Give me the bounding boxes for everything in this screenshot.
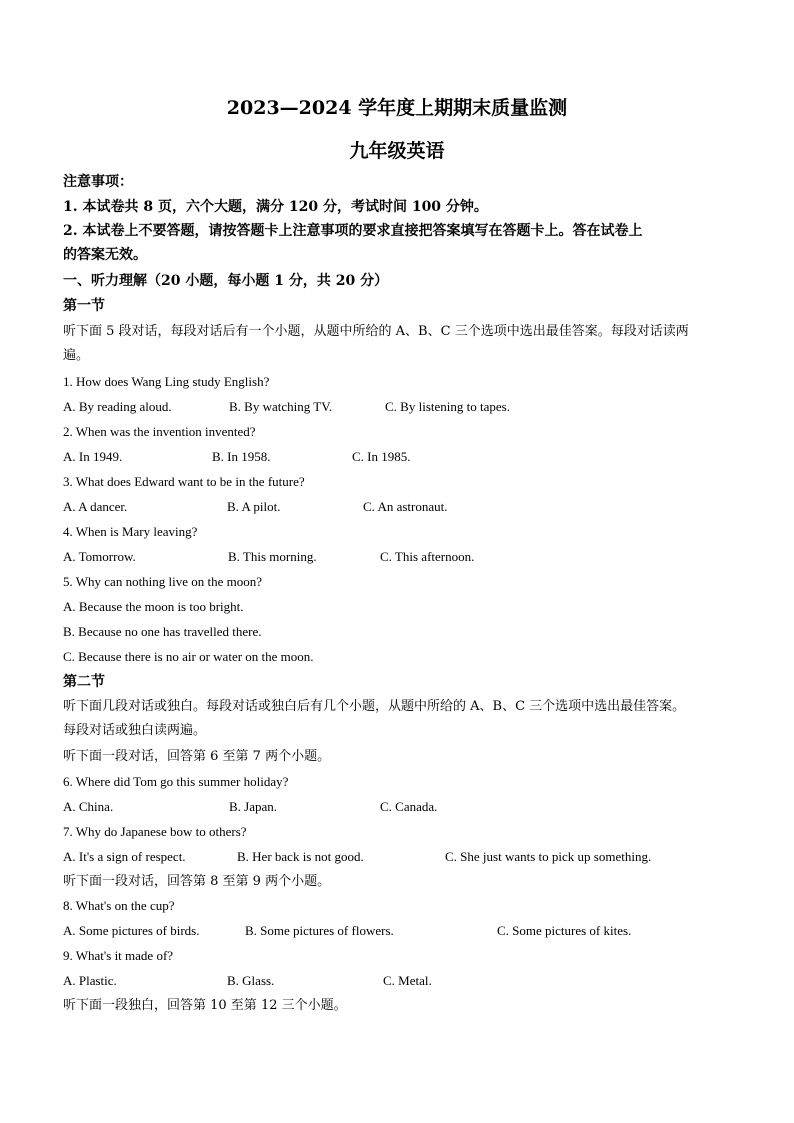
question-6-option-a: A. China. (63, 799, 114, 814)
notes-heading: 注意事项： (63, 174, 133, 190)
question-9-option-c: C. Metal. (383, 973, 432, 988)
section2-heading: 第二节 (63, 674, 105, 690)
question-7-option-b: B. Her back is not good. (237, 849, 364, 864)
question-7-option-c: C. She just wants to pick up something. (445, 849, 652, 864)
question-8: 8. What's on the cup? (63, 898, 175, 913)
question-6-option-c: C. Canada. (380, 799, 438, 814)
question-2: 2. When was the invention invented? (63, 424, 256, 439)
question-2-option-b: B. In 1958. (212, 449, 271, 464)
question-8-option-b: B. Some pictures of flowers. (245, 923, 394, 938)
question-1-option-c: C. By listening to tapes. (385, 399, 510, 414)
question-5: 5. Why can nothing live on the moon? (63, 574, 263, 589)
section2-instruction-line-2: 每段对话或独白读两遍。 (63, 723, 207, 738)
intro-questions-10-12: 听下面一段独白，回答第 10 至第 12 三个小题。 (63, 998, 347, 1013)
notes-item-1: 1. 本试卷共 8 页，六个大题，满分 120 分，考试时间 100 分钟。 (63, 199, 488, 215)
question-3-option-c: C. An astronaut. (363, 499, 448, 514)
section1-instruction-line-1: 听下面 5 段对话，每段对话后有一个小题，从题中所给的 A、B、C 三个选项中选出最佳答案。每段对话读两 (63, 324, 689, 339)
question-4-option-c: C. This afternoon. (380, 549, 475, 564)
question-3-option-a: A. A dancer. (63, 499, 128, 514)
question-9-option-a: A. Plastic. (63, 973, 117, 988)
exam-title: 2023—2024 学年度上期期末质量监测 (226, 97, 568, 119)
question-8-option-a: A. Some pictures of birds. (63, 923, 200, 938)
question-1-option-b: B. By watching TV. (229, 399, 333, 414)
question-5-option-b: B. Because no one has travelled there. (63, 624, 262, 639)
section1-heading: 第一节 (63, 298, 105, 314)
question-4-option-a: A. Tomorrow. (63, 549, 136, 564)
notes-item-2-line-1: 2. 本试卷上不要答题，请按答题卡上注意事项的要求直接把答案填写在答题卡上。答在试卷上 (63, 223, 643, 239)
exam-subtitle: 九年级英语 (349, 140, 445, 162)
question-9-option-b: B. Glass. (227, 973, 275, 988)
question-1-option-a: A. By reading aloud. (63, 399, 172, 414)
question-6-option-b: B. Japan. (229, 799, 278, 814)
question-3-option-b: B. A pilot. (227, 499, 281, 514)
notes-item-2-line-2: 的答案无效。 (63, 247, 147, 263)
question-7-option-a: A. It's a sign of respect. (63, 849, 186, 864)
question-9: 9. What's it made of? (63, 948, 174, 963)
question-4-option-b: B. This morning. (228, 549, 317, 564)
question-2-option-c: C. In 1985. (352, 449, 411, 464)
section1-instruction-line-2: 遍。 (63, 348, 90, 363)
question-8-option-c: C. Some pictures of kites. (497, 923, 632, 938)
part1-heading: 一、听力理解（20 小题，每小题 1 分，共 20 分） (63, 273, 389, 289)
intro-questions-6-7: 听下面一段对话，回答第 6 至第 7 两个小题。 (63, 749, 331, 764)
question-5-option-a: A. Because the moon is too bright. (63, 599, 244, 614)
question-7: 7. Why do Japanese bow to others? (63, 824, 247, 839)
question-6: 6. Where did Tom go this summer holiday? (63, 774, 289, 789)
question-2-option-a: A. In 1949. (63, 449, 123, 464)
question-4: 4. When is Mary leaving? (63, 524, 198, 539)
question-1: 1. How does Wang Ling study English? (63, 374, 270, 389)
intro-questions-8-9: 听下面一段对话，回答第 8 至第 9 两个小题。 (63, 874, 331, 889)
section2-instruction-line-1: 听下面几段对话或独白。每段对话或独白后有几个小题，从题中所给的 A、B、C 三个选项中选出最佳答案。 (63, 699, 686, 714)
question-5-option-c: C. Because there is no air or water on the moon. (63, 649, 314, 664)
question-3: 3. What does Edward want to be in the future? (63, 474, 305, 489)
